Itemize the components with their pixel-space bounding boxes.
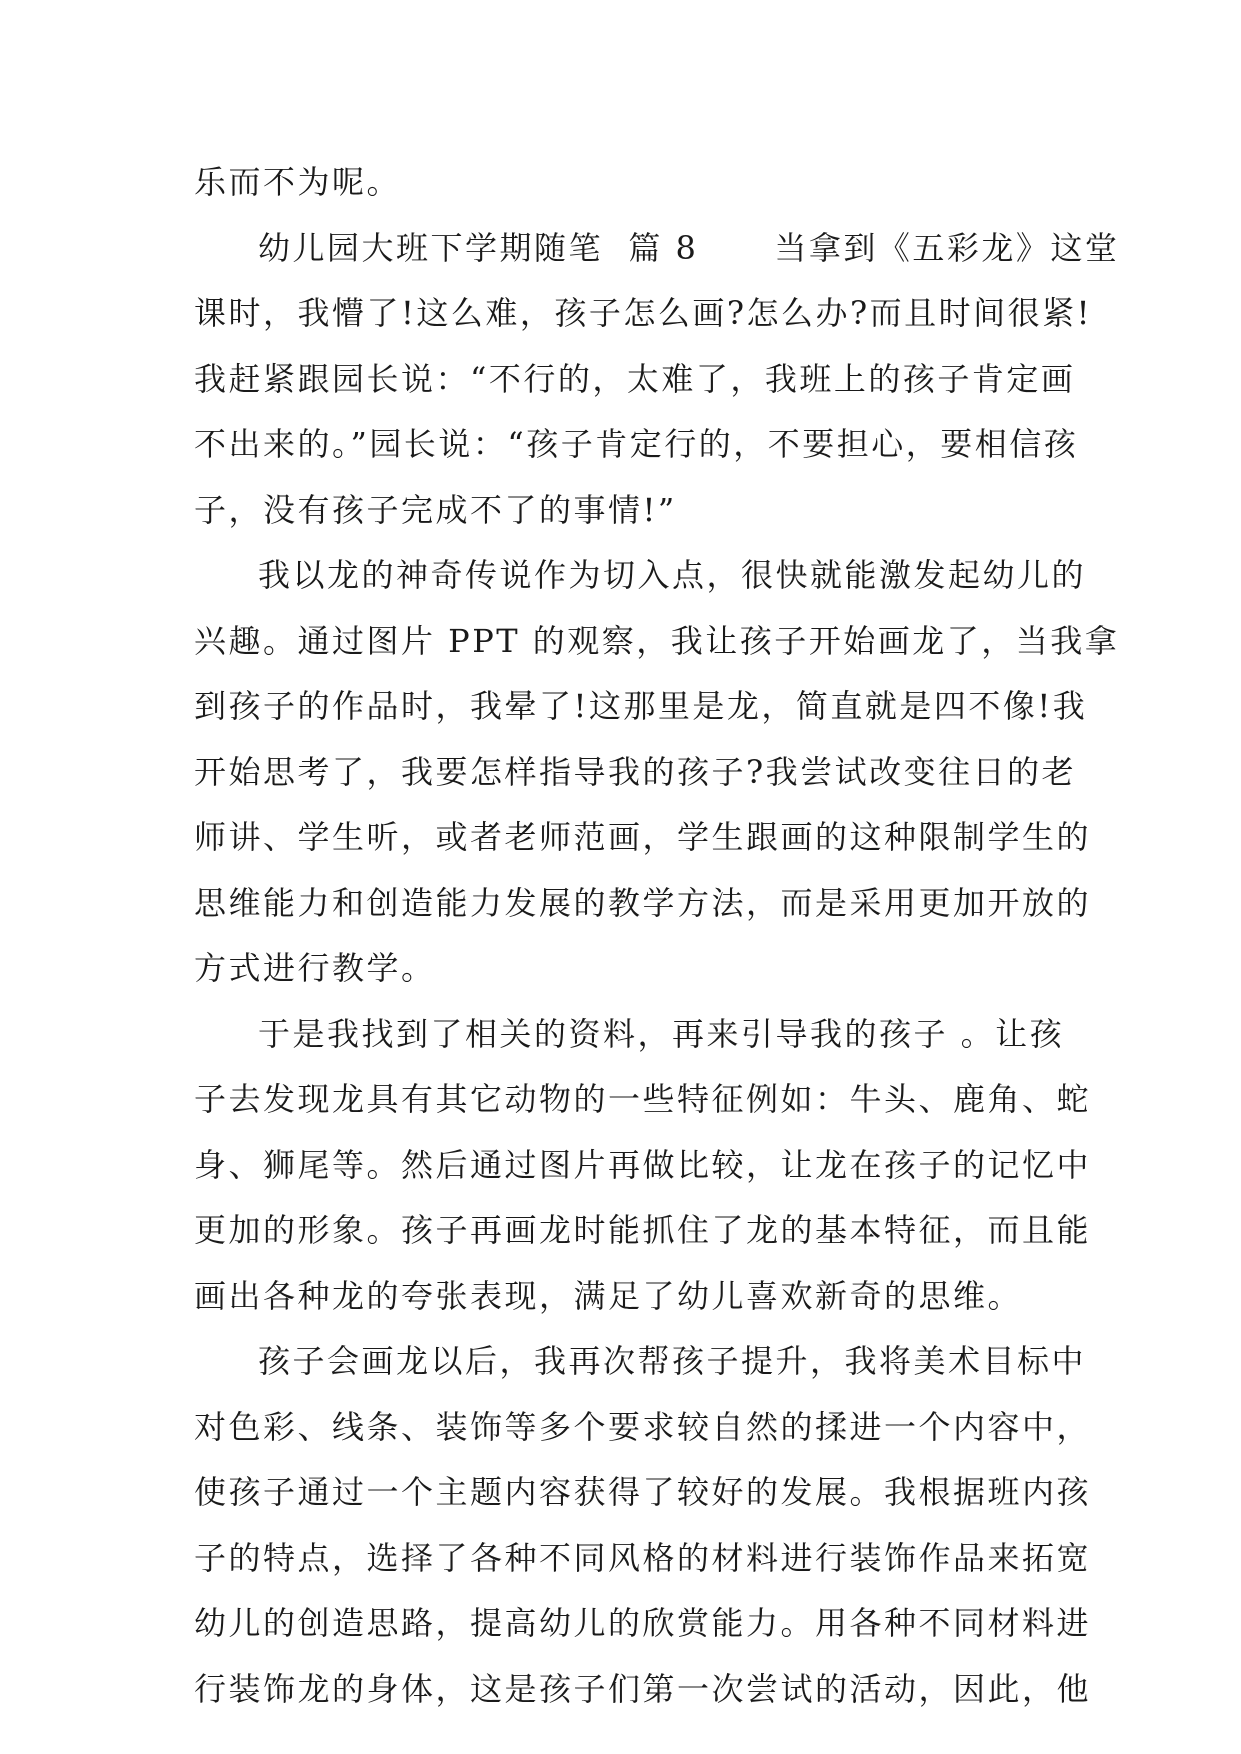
- text-line: 到孩子的作品时，我晕了!这那里是龙，简直就是四不像!我: [194, 687, 1088, 725]
- text-line: 乐而不为呢。: [194, 163, 402, 201]
- text-line: 我以龙的神奇传说作为切入点，很快就能激发起幼儿的: [258, 556, 1087, 594]
- text-line: 思维能力和创造能力发展的教学方法，而是采用更加开放的: [194, 883, 1092, 922]
- text-line: 子去发现龙具有其它动物的一些特征例如：牛头、鹿角、蛇: [194, 1080, 1092, 1118]
- text-line: 孩子会画龙以后，我再次帮孩子提升，我将美术目标中: [258, 1342, 1087, 1380]
- text-line: 开始思考了，我要怎样指导我的孩子?我尝试改变往日的老: [194, 752, 1077, 791]
- text-line: 兴趣。通过图片 PPT 的观察，我让孩子开始画龙了，当我拿: [194, 621, 1120, 660]
- text-line: 更加的形象。孩子再画龙时能抓住了龙的基本特征，而且能: [194, 1211, 1092, 1249]
- text-line: 于是我找到了相关的资料，再来引导我的孩子 。让孩: [258, 1014, 1065, 1053]
- text-line: 幼儿园大班下学期随笔 篇 8 当拿到《五彩龙》这堂: [258, 228, 1120, 267]
- body-text: [194, 150, 1120, 1722]
- text-line: 子，没有孩子完成不了的事情!”: [194, 490, 677, 529]
- text-line: 师讲、学生听，或者老师范画，学生跟画的这种限制学生的: [194, 818, 1092, 856]
- text-line: 对色彩、线条、装饰等多个要求较自然的揉进一个内容中，: [194, 1407, 1092, 1446]
- text-line: 身、狮尾等。然后通过图片再做比较，让龙在孩子的记忆中: [194, 1145, 1092, 1184]
- text-line: 画出各种龙的夸张表现，满足了幼儿喜欢新奇的思维。: [194, 1276, 1023, 1315]
- text-line: 子的特点，选择了各种不同风格的材料进行装饰作品来拓宽: [194, 1538, 1092, 1577]
- text-line: 幼儿的创造思路，提高幼儿的欣赏能力。用各种不同材料进: [194, 1604, 1092, 1642]
- text-line: 不出来的。”园长说：“孩子肯定行的，不要担心，要相信孩: [194, 425, 1079, 463]
- text-line: 课时，我懵了!这么难，孩子怎么画?怎么办?而且时间很紧!: [194, 294, 1093, 332]
- text-line: 使孩子通过一个主题内容获得了较好的发展。我根据班内孩: [194, 1473, 1092, 1511]
- text-line: 我赶紧跟园长说：“不行的，太难了，我班上的孩子肯定画: [194, 359, 1076, 398]
- text-line: 行装饰龙的身体，这是孩子们第一次尝试的活动，因此，他: [194, 1669, 1092, 1708]
- text-line: 方式进行教学。: [194, 949, 436, 987]
